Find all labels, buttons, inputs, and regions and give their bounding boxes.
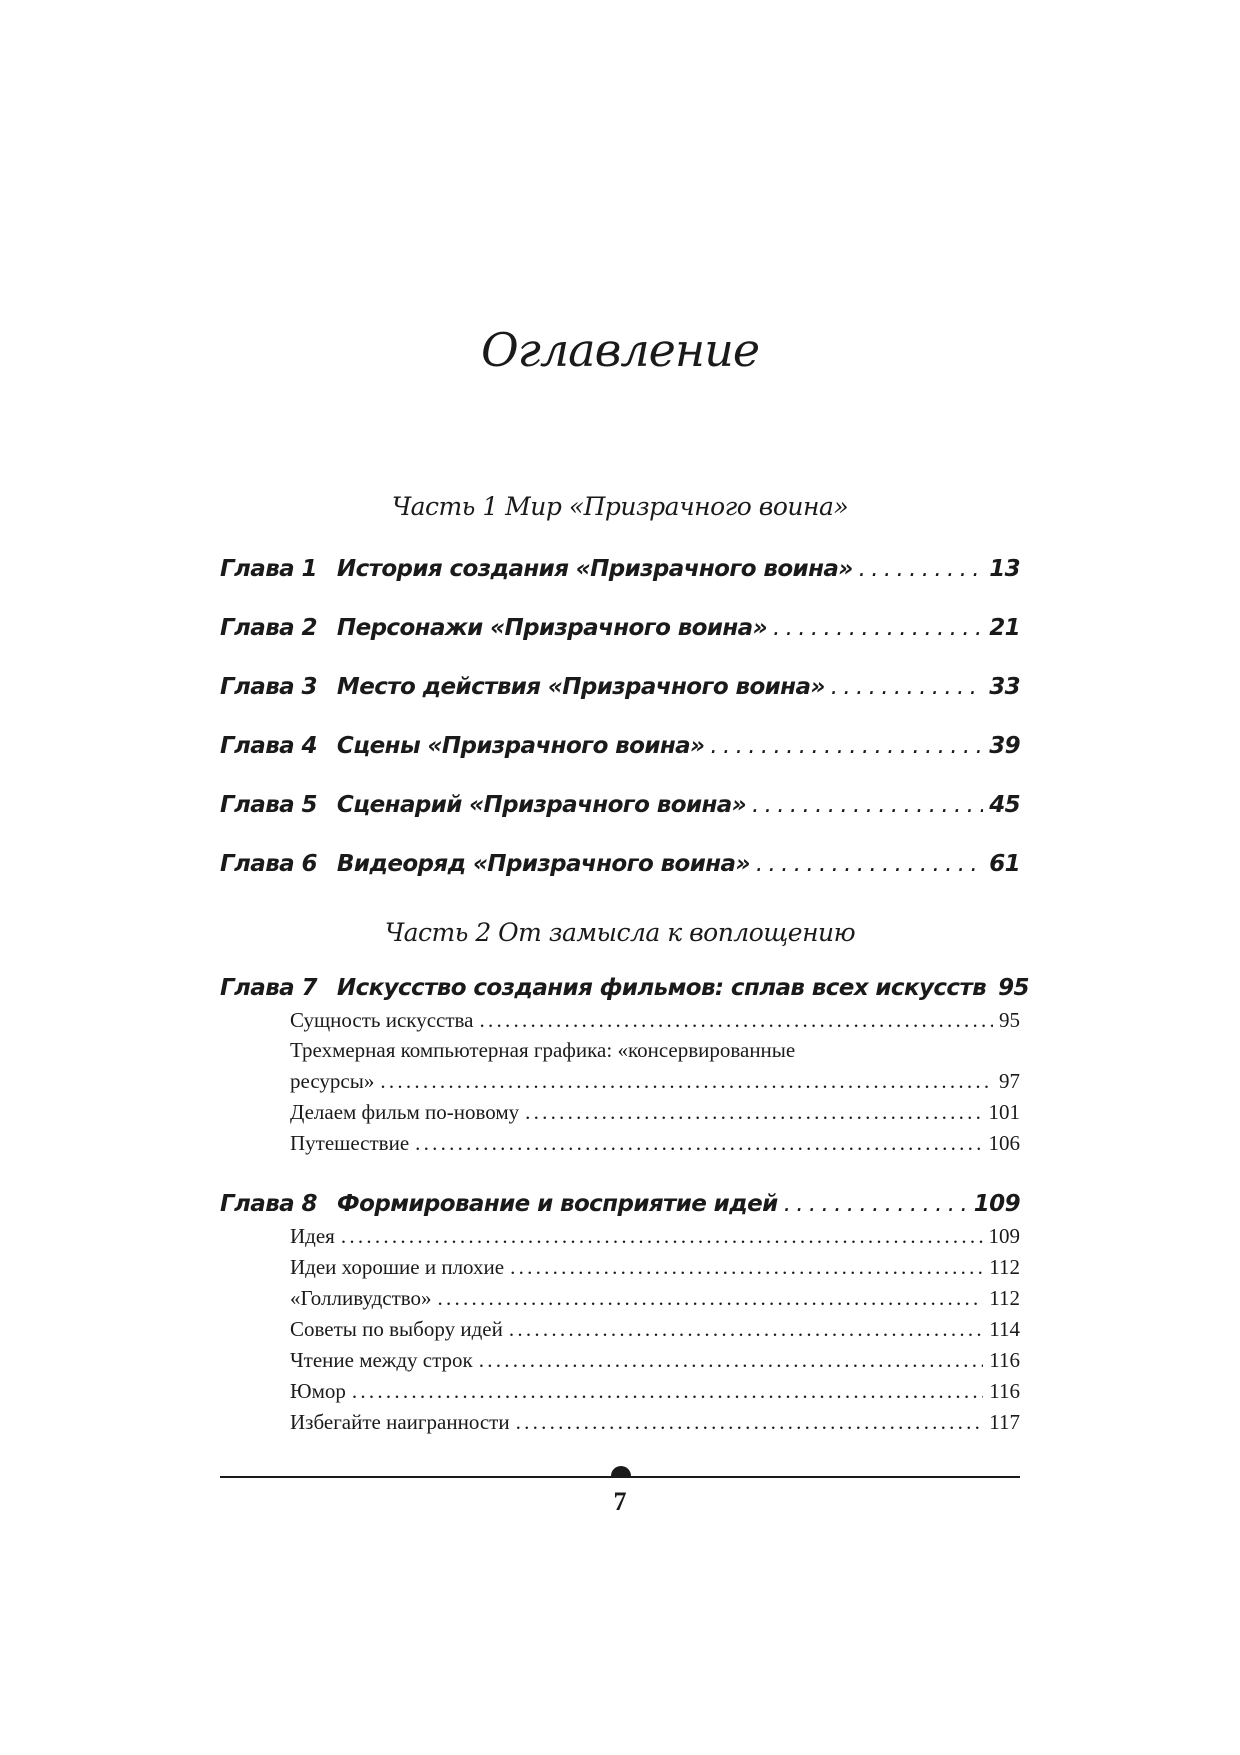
section-title-line1: Трехмерная компьютерная графика: «консервированные xyxy=(290,1038,796,1062)
chapter-title: Сценарий «Призрачного воина» xyxy=(336,792,747,818)
chapter-number: Глава 2 xyxy=(220,615,317,641)
dot-leader xyxy=(380,1066,993,1097)
footer-rule xyxy=(220,1476,1020,1478)
chapter-number: Глава 4 xyxy=(220,733,317,759)
toc-chapter-3[interactable] xyxy=(220,674,1020,700)
part-1-heading: Часть 1 Мир «Призрачного воина» xyxy=(391,492,849,521)
dot-leader xyxy=(756,851,983,877)
page-number: 61 xyxy=(989,851,1020,877)
dot-leader xyxy=(516,1410,984,1435)
page-number: 114 xyxy=(989,1317,1020,1341)
toc-section[interactable] xyxy=(290,1317,1020,1342)
section-title-line2: ресурсы» xyxy=(290,1069,375,1093)
section-title: Идеи хорошие и плохие xyxy=(290,1255,505,1279)
page-number: 95 xyxy=(999,1008,1020,1032)
chapter-number: Глава 8 xyxy=(220,1191,317,1217)
toc-section[interactable] xyxy=(290,1348,1020,1373)
section-title: Сущность искусства xyxy=(290,1008,474,1032)
section-title: Делаем фильм по-новому xyxy=(290,1100,520,1124)
section-title: Идея xyxy=(290,1224,335,1248)
dot-leader xyxy=(509,1317,983,1342)
dot-leader xyxy=(784,1191,968,1217)
chapter-title: Сцены «Призрачного воина» xyxy=(336,733,705,759)
footer-ornament xyxy=(611,1466,631,1476)
dot-leader xyxy=(752,792,983,818)
toc-chapter-2[interactable] xyxy=(220,615,1020,641)
dot-leader xyxy=(831,674,983,700)
toc-chapter-5[interactable] xyxy=(220,792,1020,818)
dot-leader xyxy=(415,1131,982,1156)
chapter-title: Видеоряд «Призрачного воина» xyxy=(336,851,750,877)
page-number: 45 xyxy=(989,792,1020,818)
page-number: 112 xyxy=(989,1286,1020,1310)
toc-section[interactable] xyxy=(290,1100,1020,1125)
dot-leader xyxy=(479,1008,993,1033)
section-title: «Голливудство» xyxy=(290,1286,432,1310)
page-number: 101 xyxy=(988,1100,1020,1124)
page-number: 109 xyxy=(988,1224,1020,1248)
page-title: Оглавление xyxy=(480,323,760,377)
section-title: Советы по выбору идей xyxy=(290,1317,503,1341)
dot-leader xyxy=(341,1224,983,1249)
chapter-title: Формирование и восприятие идей xyxy=(336,1191,778,1217)
chapter-number: Глава 1 xyxy=(220,556,317,582)
dot-leader xyxy=(859,556,984,582)
dot-leader xyxy=(438,1286,984,1311)
page-number: 116 xyxy=(989,1379,1020,1403)
dot-leader xyxy=(479,1348,984,1373)
toc-section[interactable] xyxy=(290,1410,1020,1435)
dot-leader xyxy=(525,1100,982,1125)
page-number: 21 xyxy=(989,615,1020,641)
chapter-title: История создания «Призрачного воина» xyxy=(336,556,853,582)
toc-section[interactable] xyxy=(290,1379,1020,1404)
page-number: 112 xyxy=(989,1255,1020,1279)
toc-chapter-4[interactable] xyxy=(220,733,1020,759)
page-number: 97 xyxy=(999,1069,1020,1093)
toc-section[interactable] xyxy=(290,1224,1020,1249)
toc-chapter-1[interactable] xyxy=(220,556,1020,582)
section-title: Избегайте наигранности xyxy=(290,1410,510,1434)
toc-section-multiline[interactable] xyxy=(290,1035,1020,1097)
toc-section[interactable] xyxy=(290,1286,1020,1311)
page-folio: 7 xyxy=(613,1487,627,1516)
section-title: Юмор xyxy=(290,1379,346,1403)
section-title: Чтение между строк xyxy=(290,1348,473,1372)
dot-leader xyxy=(352,1379,983,1404)
toc-section[interactable] xyxy=(290,1255,1020,1280)
part-2-heading: Часть 2 От замысла к воплощению xyxy=(384,918,856,947)
section-title: Путешествие xyxy=(290,1131,410,1155)
toc-section[interactable] xyxy=(290,1131,1020,1156)
chapter-number: Глава 6 xyxy=(220,851,317,877)
page-number: 117 xyxy=(989,1410,1020,1434)
chapter-title: Место действия «Призрачного воина» xyxy=(336,674,825,700)
chapter-number: Глава 5 xyxy=(220,792,317,818)
dot-leader xyxy=(710,733,983,759)
chapter-number: Глава 7 xyxy=(220,975,317,1001)
page-number: 13 xyxy=(989,556,1020,582)
dot-leader xyxy=(510,1255,983,1280)
page-number: 106 xyxy=(988,1131,1020,1155)
page-number: 39 xyxy=(989,733,1020,759)
chapter-title: Искусство создания фильмов: сплав всех искусств xyxy=(336,975,987,1001)
page-number: 116 xyxy=(989,1348,1020,1372)
toc-chapter-7[interactable] xyxy=(220,975,1029,1001)
page-number: 33 xyxy=(989,674,1020,700)
chapter-title: Персонажи «Призрачного воина» xyxy=(336,615,767,641)
toc-section[interactable] xyxy=(290,1008,1020,1033)
toc-chapter-8[interactable] xyxy=(220,1191,1020,1217)
page-number: 109 xyxy=(973,1191,1020,1217)
dot-leader xyxy=(773,615,983,641)
chapter-number: Глава 3 xyxy=(220,674,317,700)
page-number: 95 xyxy=(998,975,1029,1001)
toc-chapter-6[interactable] xyxy=(220,851,1020,877)
